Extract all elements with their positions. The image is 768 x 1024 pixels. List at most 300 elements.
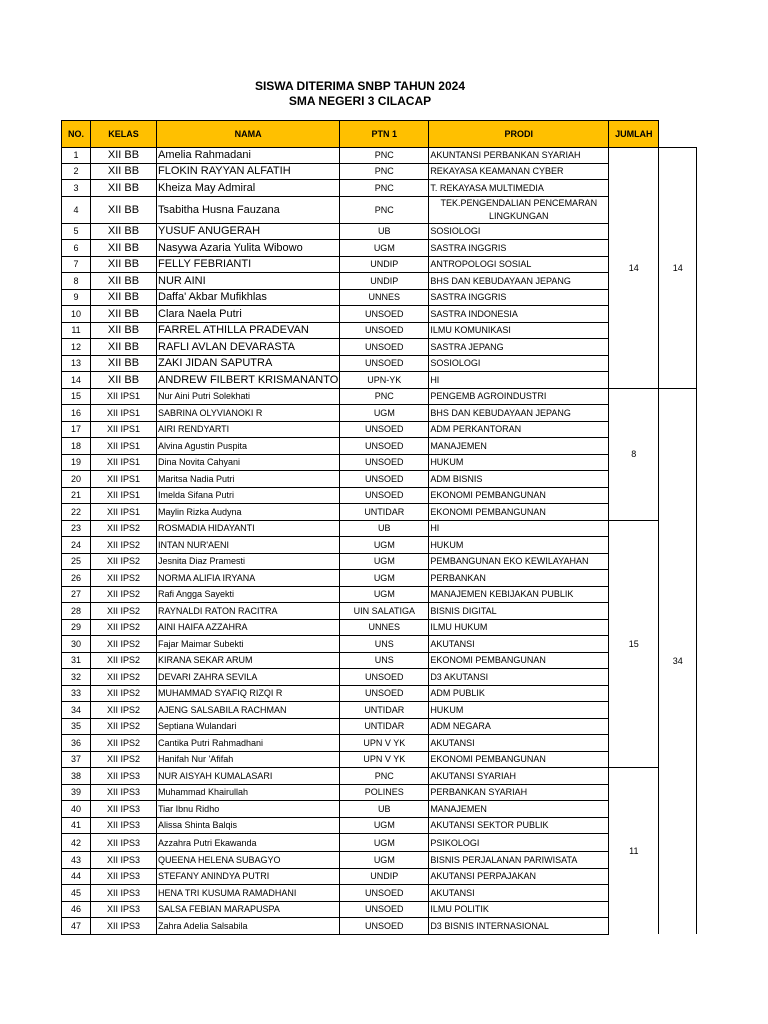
cell-ptn: UB [340, 223, 429, 240]
cell-ptn: UNTIDAR [340, 718, 429, 735]
cell-kelas: XII IPS2 [91, 652, 157, 669]
header-nama: NAMA [157, 121, 340, 148]
table-row [62, 801, 697, 818]
cell-no: 3 [62, 180, 91, 197]
cell-prodi: MANAJEMEN [429, 801, 609, 818]
cell-ptn: UNSOED [340, 885, 429, 902]
cell-kelas: XII IPS2 [91, 636, 157, 653]
cell-kelas: XII BB [91, 322, 157, 339]
cell-ptn: UNNES [340, 619, 429, 636]
cell-prodi: ILMU POLITIK [429, 901, 609, 918]
cell-kelas: XII IPS3 [91, 852, 157, 869]
cell-prodi: SASTRA JEPANG [429, 339, 609, 356]
cell-no: 43 [62, 852, 91, 869]
table-row [62, 289, 697, 306]
cell-kelas: XII BB [91, 339, 157, 356]
cell-prodi: ADM BISNIS [429, 471, 609, 488]
cell-nama: AIRI RENDYARTI [157, 421, 340, 438]
cell-prodi: ADM NEGARA [429, 718, 609, 735]
cell-ptn: UNSOED [340, 901, 429, 918]
cell-nama: RAFLI AVLAN DEVARASTA [157, 339, 340, 356]
cell-prodi: ADM PUBLIK [429, 685, 609, 702]
cell-ptn: UNDIP [340, 256, 429, 273]
cell-prodi: T. REKAYASA MULTIMEDIA [429, 180, 609, 197]
cell-prodi: BISNIS PERJALANAN PARIWISATA [429, 852, 609, 869]
cell-kelas: XII IPS1 [91, 471, 157, 488]
cell-prodi: EKONOMI PEMBANGUNAN [429, 652, 609, 669]
cell-nama: Hanifah Nur 'Afifah [157, 751, 340, 768]
cell-nama: Alvina Agustin Puspita [157, 438, 340, 455]
cell-prodi: EKONOMI PEMBANGUNAN [429, 504, 609, 521]
table-row [62, 669, 697, 686]
cell-no: 18 [62, 438, 91, 455]
cell-prodi: EKONOMI PEMBANGUNAN [429, 751, 609, 768]
cell-no: 10 [62, 306, 91, 323]
cell-prodi: HUKUM [429, 537, 609, 554]
cell-no: 4 [62, 196, 91, 223]
header-no: NO. [62, 121, 91, 148]
cell-nama: ROSMADIA HIDAYANTI [157, 520, 340, 537]
table-row [62, 388, 697, 405]
cell-no: 46 [62, 901, 91, 918]
cell-no: 22 [62, 504, 91, 521]
cell-kelas: XII IPS1 [91, 438, 157, 455]
cell-no: 41 [62, 817, 91, 834]
cell-prodi: AKUNTANSI PERBANKAN SYARIAH [429, 148, 609, 164]
cell-prodi: AKUTANSI SEKTOR PUBLIK [429, 817, 609, 834]
cell-nama: FLOKIN RAYYAN ALFATIH [157, 163, 340, 180]
cell-total-count: 34 [659, 388, 697, 934]
cell-kelas: XII BB [91, 289, 157, 306]
cell-nama: NUR AINI [157, 273, 340, 290]
cell-nama: Septiana Wulandari [157, 718, 340, 735]
table-body [62, 148, 697, 935]
cell-no: 28 [62, 603, 91, 620]
cell-ptn: UNSOED [340, 438, 429, 455]
cell-ptn: UNSOED [340, 454, 429, 471]
table-header-row [62, 121, 697, 148]
cell-no: 45 [62, 885, 91, 902]
cell-no: 26 [62, 570, 91, 587]
cell-nama: Tsabitha Husna Fauzana [157, 196, 340, 223]
table-row [62, 636, 697, 653]
cell-kelas: XII IPS2 [91, 603, 157, 620]
cell-ptn: PNC [340, 163, 429, 180]
cell-ptn: UNTIDAR [340, 504, 429, 521]
cell-prodi: TEK.PENGENDALIAN PENCEMARAN LINGKUNGAN [429, 196, 609, 223]
cell-no: 25 [62, 553, 91, 570]
cell-prodi: SASTRA INGGRIS [429, 240, 609, 257]
table-row [62, 339, 697, 356]
table-row [62, 148, 697, 164]
cell-prodi: ANTROPOLOGI SOSIAL [429, 256, 609, 273]
cell-nama: SABRINA OLYVIANOKI R [157, 405, 340, 422]
cell-no: 36 [62, 735, 91, 752]
table-row [62, 834, 697, 852]
cell-ptn: UGM [340, 405, 429, 422]
cell-nama: INTAN NUR'AENI [157, 537, 340, 554]
cell-ptn: PNC [340, 768, 429, 785]
cell-no: 14 [62, 372, 91, 389]
cell-kelas: XII IPS3 [91, 901, 157, 918]
cell-ptn: UNSOED [340, 685, 429, 702]
cell-no: 47 [62, 918, 91, 935]
cell-prodi: SOSIOLOGI [429, 355, 609, 372]
header-ptn: PTN 1 [340, 121, 429, 148]
cell-no: 16 [62, 405, 91, 422]
cell-prodi: AKUTANSI [429, 636, 609, 653]
cell-no: 44 [62, 868, 91, 885]
cell-kelas: XII BB [91, 355, 157, 372]
cell-nama: NUR AISYAH KUMALASARI [157, 768, 340, 785]
cell-ptn: PNC [340, 196, 429, 223]
cell-nama: Clara Naela Putri [157, 306, 340, 323]
cell-kelas: XII IPS3 [91, 868, 157, 885]
cell-no: 12 [62, 339, 91, 356]
cell-ptn: UGM [340, 553, 429, 570]
cell-prodi: REKAYASA KEAMANAN CYBER [429, 163, 609, 180]
cell-nama: MUHAMMAD SYAFIQ RIZQI R [157, 685, 340, 702]
cell-nama: NORMA ALIFIA IRYANA [157, 570, 340, 587]
table-row [62, 868, 697, 885]
cell-prodi: ADM PERKANTORAN [429, 421, 609, 438]
cell-prodi: AKUTANSI PERPAJAKAN [429, 868, 609, 885]
cell-nama: Maritsa Nadia Putri [157, 471, 340, 488]
cell-kelas: XII BB [91, 163, 157, 180]
table-row [62, 751, 697, 768]
table-row [62, 586, 697, 603]
cell-kelas: XII IPS3 [91, 918, 157, 935]
table-row [62, 784, 697, 801]
cell-ptn: UNS [340, 652, 429, 669]
cell-nama: Fajar Maimar Subekti [157, 636, 340, 653]
cell-kelas: XII IPS2 [91, 619, 157, 636]
cell-ptn: UNTIDAR [340, 702, 429, 719]
cell-prodi: EKONOMI PEMBANGUNAN [429, 487, 609, 504]
cell-nama: Daffa' Akbar Mufikhlas [157, 289, 340, 306]
cell-ptn: UNDIP [340, 273, 429, 290]
cell-prodi: HUKUM [429, 702, 609, 719]
cell-no: 8 [62, 273, 91, 290]
cell-kelas: XII IPS2 [91, 685, 157, 702]
cell-no: 24 [62, 537, 91, 554]
cell-nama: Zahra Adelia Salsabila [157, 918, 340, 935]
cell-ptn: UNNES [340, 289, 429, 306]
cell-no: 35 [62, 718, 91, 735]
cell-ptn: PNC [340, 180, 429, 197]
cell-kelas: XII IPS1 [91, 454, 157, 471]
cell-kelas: XII BB [91, 372, 157, 389]
cell-no: 31 [62, 652, 91, 669]
cell-no: 33 [62, 685, 91, 702]
cell-no: 9 [62, 289, 91, 306]
cell-ptn: PNC [340, 148, 429, 164]
cell-prodi: BISNIS DIGITAL [429, 603, 609, 620]
cell-prodi: ILMU KOMUNIKASI [429, 322, 609, 339]
cell-nama: Azzahra Putri Ekawanda [157, 834, 340, 852]
table-row [62, 454, 697, 471]
cell-ptn: UNS [340, 636, 429, 653]
cell-total-count: 14 [659, 148, 697, 389]
cell-prodi: AKUTANSI SYARIAH [429, 768, 609, 785]
cell-no: 34 [62, 702, 91, 719]
cell-nama: Amelia Rahmadani [157, 148, 340, 164]
cell-ptn: UNSOED [340, 306, 429, 323]
table-row [62, 196, 697, 223]
cell-nama: Dina Novita Cahyani [157, 454, 340, 471]
cell-no: 5 [62, 223, 91, 240]
cell-ptn: UNDIP [340, 868, 429, 885]
cell-kelas: XII IPS2 [91, 702, 157, 719]
cell-no: 1 [62, 148, 91, 164]
cell-prodi: D3 AKUTANSI [429, 669, 609, 686]
cell-ptn: UNSOED [340, 322, 429, 339]
cell-prodi: ILMU HUKUM [429, 619, 609, 636]
table-row [62, 537, 697, 554]
cell-ptn: UGM [340, 240, 429, 257]
cell-kelas: XII IPS2 [91, 553, 157, 570]
cell-nama: Imelda Sifana Putri [157, 487, 340, 504]
cell-kelas: XII IPS3 [91, 784, 157, 801]
cell-kelas: XII IPS2 [91, 735, 157, 752]
table-row [62, 438, 697, 455]
table-row [62, 885, 697, 902]
cell-no: 40 [62, 801, 91, 818]
cell-ptn: UGM [340, 586, 429, 603]
cell-no: 13 [62, 355, 91, 372]
cell-kelas: XII BB [91, 180, 157, 197]
table-row [62, 852, 697, 869]
table-row [62, 768, 697, 785]
cell-ptn: UIN SALATIGA [340, 603, 429, 620]
cell-ptn: UGM [340, 834, 429, 852]
cell-nama: DEVARI ZAHRA SEVILA [157, 669, 340, 686]
cell-kelas: XII BB [91, 273, 157, 290]
cell-ptn: UPN V YK [340, 751, 429, 768]
cell-no: 2 [62, 163, 91, 180]
cell-kelas: XII IPS3 [91, 834, 157, 852]
cell-no: 6 [62, 240, 91, 257]
cell-kelas: XII IPS1 [91, 405, 157, 422]
table-row [62, 652, 697, 669]
cell-prodi: SASTRA INGGRIS [429, 289, 609, 306]
cell-nama: Rafi Angga Sayekti [157, 586, 340, 603]
table-row [62, 471, 697, 488]
cell-group-count: 8 [609, 388, 659, 520]
cell-no: 19 [62, 454, 91, 471]
table-row [62, 702, 697, 719]
cell-kelas: XII IPS3 [91, 768, 157, 785]
table-row [62, 322, 697, 339]
table-row [62, 405, 697, 422]
cell-kelas: XII IPS3 [91, 817, 157, 834]
cell-nama: FARREL ATHILLA PRADEVAN [157, 322, 340, 339]
cell-kelas: XII IPS2 [91, 586, 157, 603]
cell-nama: RAYNALDI RATON RACITRA [157, 603, 340, 620]
cell-no: 7 [62, 256, 91, 273]
cell-ptn: UNSOED [340, 339, 429, 356]
cell-group-count: 15 [609, 520, 659, 768]
cell-nama: SALSA FEBIAN MARAPUSPA [157, 901, 340, 918]
cell-ptn: UNSOED [340, 918, 429, 935]
cell-prodi: MANAJEMEN KEBIJAKAN PUBLIK [429, 586, 609, 603]
cell-ptn: UNSOED [340, 487, 429, 504]
cell-prodi: HUKUM [429, 454, 609, 471]
cell-kelas: XII BB [91, 148, 157, 164]
header-prodi: PRODI [429, 121, 609, 148]
page-title-line-2: SMA NEGERI 3 CILACAP [288, 94, 432, 108]
cell-nama: ZAKI JIDAN SAPUTRA [157, 355, 340, 372]
cell-ptn: UNSOED [340, 471, 429, 488]
cell-kelas: XII IPS3 [91, 885, 157, 902]
cell-prodi: SASTRA INDONESIA [429, 306, 609, 323]
cell-nama: KIRANA SEKAR ARUM [157, 652, 340, 669]
cell-kelas: XII IPS1 [91, 487, 157, 504]
header-blank [659, 121, 697, 148]
cell-nama: Muhammad Khairullah [157, 784, 340, 801]
cell-prodi: PSIKOLOGI [429, 834, 609, 852]
table-row [62, 223, 697, 240]
cell-ptn: UGM [340, 537, 429, 554]
table-row [62, 570, 697, 587]
cell-kelas: XII BB [91, 306, 157, 323]
table-row [62, 685, 697, 702]
cell-nama: Cantika Putri Rahmadhani [157, 735, 340, 752]
cell-nama: STEFANY ANINDYA PUTRI [157, 868, 340, 885]
cell-no: 17 [62, 421, 91, 438]
cell-no: 39 [62, 784, 91, 801]
cell-kelas: XII BB [91, 240, 157, 257]
cell-nama: QUEENA HELENA SUBAGYO [157, 852, 340, 869]
header-kelas: KELAS [91, 121, 157, 148]
cell-no: 15 [62, 388, 91, 405]
page-title-line-1: SISWA DITERIMA SNBP TAHUN 2024 [254, 79, 466, 93]
cell-kelas: XII IPS1 [91, 421, 157, 438]
table-row [62, 306, 697, 323]
cell-nama: Nur Aini Putri Solekhati [157, 388, 340, 405]
cell-kelas: XII BB [91, 223, 157, 240]
table-row [62, 504, 697, 521]
cell-no: 30 [62, 636, 91, 653]
cell-no: 42 [62, 834, 91, 852]
cell-kelas: XII IPS1 [91, 388, 157, 405]
header-jumlah: JUMLAH [609, 121, 659, 148]
cell-no: 23 [62, 520, 91, 537]
cell-no: 21 [62, 487, 91, 504]
cell-prodi: HI [429, 372, 609, 389]
cell-ptn: UPN V YK [340, 735, 429, 752]
cell-ptn: POLINES [340, 784, 429, 801]
table-row [62, 901, 697, 918]
cell-ptn: UNSOED [340, 421, 429, 438]
cell-prodi: HI [429, 520, 609, 537]
table-row [62, 718, 697, 735]
table-row [62, 421, 697, 438]
cell-kelas: XII BB [91, 256, 157, 273]
cell-kelas: XII IPS2 [91, 751, 157, 768]
cell-prodi: PENGEMB AGROINDUSTRI [429, 388, 609, 405]
table-row [62, 520, 697, 537]
cell-nama: Alissa Shinta Balqis [157, 817, 340, 834]
cell-group-count: 14 [609, 148, 659, 389]
cell-kelas: XII IPS2 [91, 669, 157, 686]
cell-kelas: XII BB [91, 196, 157, 223]
cell-ptn: PNC [340, 388, 429, 405]
table-row [62, 487, 697, 504]
cell-kelas: XII IPS2 [91, 718, 157, 735]
cell-nama: FELLY FEBRIANTI [157, 256, 340, 273]
cell-ptn: UB [340, 520, 429, 537]
cell-prodi: MANAJEMEN [429, 438, 609, 455]
cell-nama: ANDREW FILBERT KRISMANANTO [157, 372, 340, 389]
cell-ptn: UB [340, 801, 429, 818]
table-row [62, 163, 697, 180]
cell-nama: YUSUF ANUGERAH [157, 223, 340, 240]
cell-prodi: BHS DAN KEBUDAYAAN JEPANG [429, 405, 609, 422]
cell-ptn: UNSOED [340, 669, 429, 686]
cell-prodi: PERBANKAN SYARIAH [429, 784, 609, 801]
table-row [62, 918, 697, 935]
cell-kelas: XII IPS3 [91, 801, 157, 818]
cell-prodi: D3 BISNIS INTERNASIONAL [429, 918, 609, 935]
cell-group-count: 11 [609, 768, 659, 935]
cell-prodi: PEMBANGUNAN EKO KEWILAYAHAN [429, 553, 609, 570]
table-row [62, 355, 697, 372]
table-row [62, 180, 697, 197]
table-row [62, 619, 697, 636]
cell-ptn: UPN-YK [340, 372, 429, 389]
cell-nama: AJENG SALSABILA RACHMAN [157, 702, 340, 719]
cell-prodi: AKUTANSI [429, 885, 609, 902]
table-row [62, 256, 697, 273]
cell-nama: HENA TRI KUSUMA RAMADHANI [157, 885, 340, 902]
table-row [62, 603, 697, 620]
table-row [62, 372, 697, 389]
cell-nama: Tiar Ibnu Ridho [157, 801, 340, 818]
cell-kelas: XII IPS2 [91, 537, 157, 554]
cell-kelas: XII IPS2 [91, 520, 157, 537]
cell-no: 38 [62, 768, 91, 785]
cell-no: 20 [62, 471, 91, 488]
cell-kelas: XII IPS2 [91, 570, 157, 587]
table-row [62, 817, 697, 834]
cell-nama: Nasywa Azaria Yulita Wibowo [157, 240, 340, 257]
table-row [62, 553, 697, 570]
table-row [62, 735, 697, 752]
cell-kelas: XII IPS1 [91, 504, 157, 521]
cell-no: 32 [62, 669, 91, 686]
cell-ptn: UGM [340, 817, 429, 834]
cell-ptn: UGM [340, 852, 429, 869]
student-table [61, 120, 697, 935]
cell-prodi: BHS DAN KEBUDAYAAN JEPANG [429, 273, 609, 290]
table-row [62, 273, 697, 290]
cell-no: 29 [62, 619, 91, 636]
cell-prodi: AKUTANSI [429, 735, 609, 752]
table-row [62, 240, 697, 257]
cell-no: 37 [62, 751, 91, 768]
cell-prodi: PERBANKAN [429, 570, 609, 587]
cell-nama: AINI HAIFA AZZAHRA [157, 619, 340, 636]
cell-ptn: UNSOED [340, 355, 429, 372]
cell-no: 11 [62, 322, 91, 339]
cell-prodi: SOSIOLOGI [429, 223, 609, 240]
cell-nama: Kheiza May Admiral [157, 180, 340, 197]
cell-nama: Maylin Rizka Audyna [157, 504, 340, 521]
cell-nama: Jesnita Diaz Pramesti [157, 553, 340, 570]
cell-no: 27 [62, 586, 91, 603]
cell-ptn: UGM [340, 570, 429, 587]
